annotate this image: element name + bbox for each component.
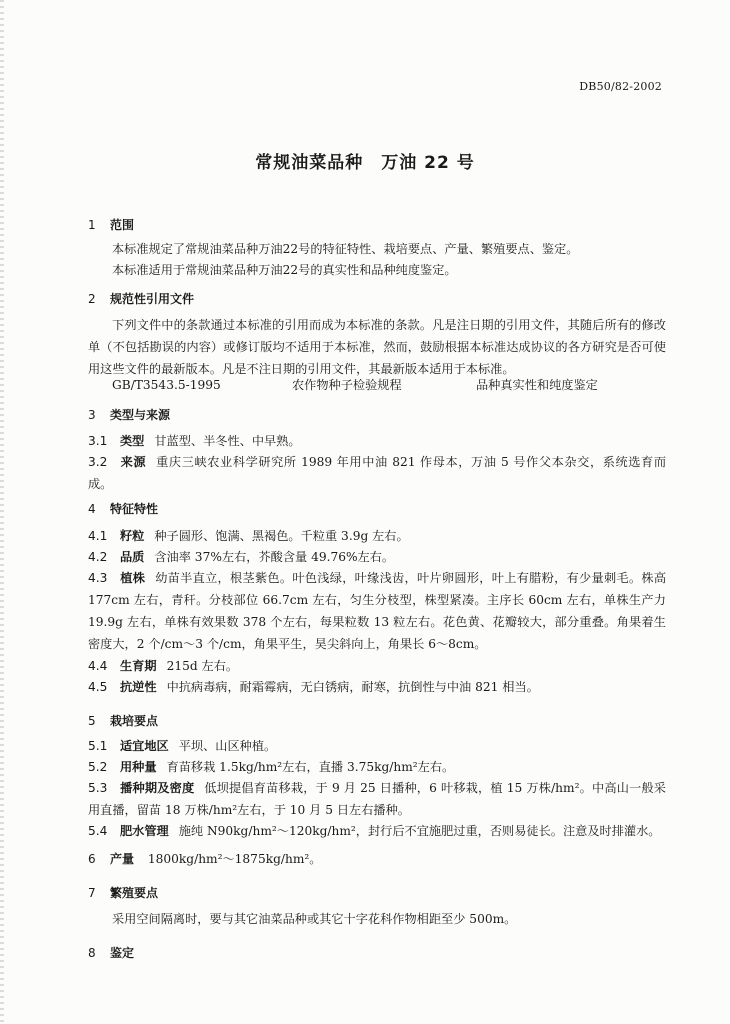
clause-text: 中抗病毒病，耐霜霉病，无白锈病，耐寒，抗倒性与中油 821 相当。 bbox=[166, 680, 539, 694]
clause-text: 重庆三峡农业科学研究所 1989 年用中油 821 作母本，万油 5 号作父本杂交，系统选育而成。 bbox=[88, 455, 667, 491]
clause-label: 适宜地区 bbox=[120, 739, 169, 753]
clause-3-1 bbox=[88, 430, 666, 452]
clause-number: 5.3 bbox=[88, 781, 108, 795]
clause-number: 3.1 bbox=[88, 434, 108, 448]
section-title: 范围 bbox=[110, 218, 135, 232]
clause-3-2 bbox=[88, 451, 666, 495]
document-number: DB50/82-2002 bbox=[579, 80, 662, 93]
reference-part: 品种真实性和纯度鉴定 bbox=[476, 378, 598, 392]
clause-label: 生育期 bbox=[120, 659, 157, 673]
section-title: 产量 bbox=[110, 852, 135, 866]
clause-4-4 bbox=[88, 655, 666, 677]
clause-text: 215d 左右。 bbox=[166, 659, 239, 673]
clause-text: 育苗移栽 1.5kg/hm²左右，直播 3.75kg/hm²左右。 bbox=[166, 760, 455, 774]
section-1-heading bbox=[88, 216, 134, 233]
yield-value: 1800kg/hm²～1875kg/hm²。 bbox=[147, 852, 322, 866]
clause-text: 种子圆形、饱满、黑褐色。千粒重 3.9g 左右。 bbox=[154, 529, 409, 543]
section-title: 规范性引用文件 bbox=[110, 292, 195, 306]
section-5-heading bbox=[88, 712, 158, 729]
clause-text: 低坝提倡育苗移栽，于 9 月 25 日播种，6 叶移栽，植 15 万株/hm²。中高山一般采用直播，留苗 18 万株/hm²左右，于 10 月 5 日左右播种。 bbox=[88, 781, 666, 817]
section-6 bbox=[88, 850, 321, 867]
clause-label: 籽粒 bbox=[120, 529, 145, 543]
clause-number: 4.4 bbox=[88, 659, 108, 673]
section-2-paragraph-1: 下列文件中的条款通过本标准的引用而成为本标准的条款。凡是注日期的引用文件，其随后所有的修改单（不包括勘误的内容）或修订版均不适用于本标准，然而，鼓励根据本标准达成协议的各方研究是否可使用这些文件的最新版本。凡是不注日期的引用文件，其最新版本适用于本标准。 bbox=[88, 318, 666, 376]
clause-5-2 bbox=[88, 756, 666, 778]
clause-5-4 bbox=[88, 820, 666, 842]
clause-number: 4.2 bbox=[88, 550, 108, 564]
document-title: 常规油菜品种 万油 22 号 bbox=[255, 153, 475, 173]
clause-number: 5.4 bbox=[88, 824, 108, 838]
clause-number: 3.2 bbox=[88, 455, 108, 469]
clause-text: 幼苗半直立，根茎紫色。叶色浅绿，叶缘浅齿，叶片卵圆形，叶上有腊粉，有少量刺毛。株高 177cm 左右，青秆。分枝部位 66.7cm 左右，匀生分枝型，株型紧凑。主序长 60cm 左右，单株生产力 19.9g 左右，单株有效果数 378 个左右，每果粒数 13 粒左右。花色黄、花瓣较大，部分重叠。角果着生密度大，2 个/cm～3 个/cm，角果平生，昊尖斜向上，角果长 6～8cm。 bbox=[88, 571, 667, 651]
clause-number: 4.3 bbox=[88, 571, 108, 585]
section-title: 特征特性 bbox=[110, 502, 159, 516]
section-4-heading bbox=[88, 500, 158, 517]
clause-4-5 bbox=[88, 676, 666, 698]
clause-number: 4.5 bbox=[88, 680, 108, 694]
section-number: 4 bbox=[88, 502, 96, 516]
clause-label: 播种期及密度 bbox=[120, 781, 195, 795]
section-title: 栽培要点 bbox=[110, 714, 159, 728]
section-number: 2 bbox=[88, 292, 96, 306]
section-number: 7 bbox=[88, 886, 96, 900]
section-1-paragraph-1: 本标准规定了常规油菜品种万油22号的特征特性、栽培要点、产量、繁殖要点、鉴定。 bbox=[112, 242, 579, 256]
clause-text: 平坝、山区种植。 bbox=[178, 739, 277, 753]
section-7-paragraph-1: 采用空间隔离时，要与其它油菜品种或其它十字花科作物相距至少 500m。 bbox=[112, 912, 517, 926]
clause-label: 来源 bbox=[120, 455, 147, 469]
clause-label: 品质 bbox=[120, 550, 145, 564]
section-number: 5 bbox=[88, 714, 96, 728]
section-2-heading bbox=[88, 290, 194, 307]
clause-number: 5.1 bbox=[88, 739, 108, 753]
reference-code: GB/T3543.5-1995 bbox=[112, 378, 221, 392]
section-8-heading bbox=[88, 944, 134, 961]
section-number: 6 bbox=[88, 852, 96, 866]
clause-4-1 bbox=[88, 525, 666, 547]
clause-4-2 bbox=[88, 546, 666, 568]
clause-label: 用种量 bbox=[120, 760, 157, 774]
clause-label: 肥水管理 bbox=[120, 824, 169, 838]
section-number: 8 bbox=[88, 946, 96, 960]
clause-number: 5.2 bbox=[88, 760, 108, 774]
section-title: 鉴定 bbox=[110, 946, 135, 960]
clause-label: 类型 bbox=[120, 434, 145, 448]
section-7-heading bbox=[88, 884, 158, 901]
clause-number: 4.1 bbox=[88, 529, 108, 543]
clause-4-3 bbox=[88, 567, 666, 655]
section-number: 1 bbox=[88, 218, 96, 232]
section-1-paragraph-2: 本标准适用于常规油菜品种万油22号的真实性和品种纯度鉴定。 bbox=[112, 263, 457, 277]
section-3-heading bbox=[88, 406, 170, 423]
clause-5-3 bbox=[88, 777, 666, 821]
clause-5-1 bbox=[88, 735, 666, 757]
clause-label: 抗逆性 bbox=[120, 680, 157, 694]
clause-text: 施纯 N90kg/hm²～120kg/hm²，封行后不宜施肥过重，否则易徒长。注意及时排灌水。 bbox=[178, 824, 661, 838]
section-title: 类型与来源 bbox=[110, 408, 171, 422]
clause-text: 含油率 37%左右，芥酸含量 49.76%左右。 bbox=[154, 550, 395, 564]
reference-name: 农作物种子检验规程 bbox=[292, 378, 402, 392]
reference-entry bbox=[112, 376, 598, 393]
section-title: 繁殖要点 bbox=[110, 886, 159, 900]
section-number: 3 bbox=[88, 408, 96, 422]
clause-text: 甘蓝型、半冬性、中早熟。 bbox=[154, 434, 301, 448]
clause-label: 植株 bbox=[120, 571, 146, 585]
